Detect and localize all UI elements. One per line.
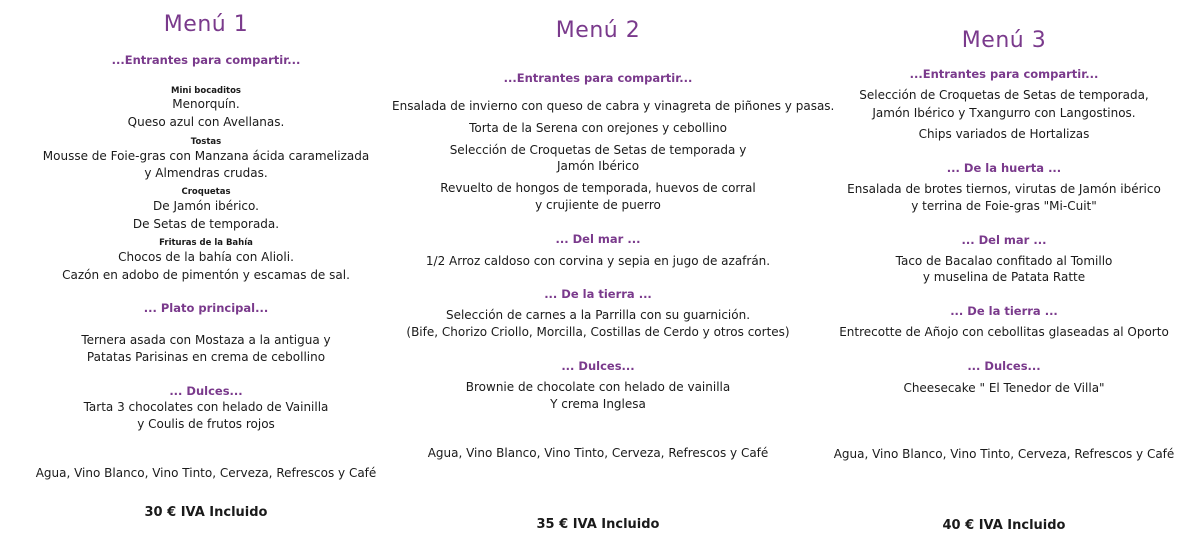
menu-1-croquetas-heading: Croquetas: [181, 187, 231, 197]
menu-3-dulces-item: Cheesecake " El Tenedor de Villa": [903, 381, 1105, 395]
menu-2-entrante-item: Ensalada de invierno con queso de cabra y vinagreta de piñones y pasas.: [392, 99, 835, 113]
menu-1-plato-heading: ... Plato principal...: [143, 301, 269, 315]
menu-2-tierra-heading: ... De la tierra ...: [544, 287, 652, 301]
menu-3-mar-heading: ... Del mar ...: [961, 233, 1047, 247]
menu-3-entrantes-heading: ...Entrantes para compartir...: [909, 67, 1099, 81]
menu-2-dulces-item: Brownie de chocolate con helado de vainilla: [465, 380, 731, 394]
menu-1-tostas-item: y Almendras crudas.: [144, 166, 268, 180]
menu-1-entrantes-heading: ...Entrantes para compartir...: [111, 53, 301, 67]
menu-1-croquetas-item: De Jamón ibérico.: [153, 199, 259, 213]
menu-2-dulces-item: Y crema Inglesa: [550, 397, 646, 411]
menu-1-title: Menú 1: [163, 12, 249, 37]
menu-1-plato-item: Ternera asada con Mostaza a la antigua y: [81, 333, 331, 347]
menu-3-entrante-item: Jamón Ibérico y Txangurro con Langostinos.: [872, 106, 1136, 120]
menu-3-entrante-item: Selección de Croquetas de Setas de temporada,: [859, 88, 1149, 102]
menu-2-column: [392, 0, 835, 545]
menu-3-huerta-item: Ensalada de brotes tiernos, virutas de Jamón ibérico: [847, 182, 1161, 196]
menu-1-dulces-item: y Coulis de frutos rojos: [137, 417, 275, 431]
menu-1-frituras-item: Chocos de la bahía con Alioli.: [118, 250, 294, 264]
menu-1-bebidas: Agua, Vino Blanco, Vino Tinto, Cerveza, Refrescos y Café: [35, 466, 377, 480]
menu-3-mar-item: Taco de Bacalao confitado al Tomillo: [895, 254, 1113, 268]
menu-1-tostas-heading: Tostas: [190, 137, 222, 147]
menu-2-entrante-item: y crujiente de puerro: [535, 198, 661, 212]
menu-3-column: [798, 0, 1184, 545]
menu-2-mar-item: 1/2 Arroz caldoso con corvina y sepia en jugo de azafrán.: [425, 254, 771, 268]
menu-1-plato-item: Patatas Parisinas en crema de cebollino: [86, 350, 326, 364]
menu-2-entrante-item: Torta de la Serena con orejones y cebollino: [469, 121, 727, 135]
menu-1-price: 30 € IVA Incluido: [144, 505, 268, 520]
menu-1-frituras-item: Cazón en adobo de pimentón y escamas de sal.: [62, 268, 350, 282]
menu-3-huerta-item: y terrina de Foie-gras "Mi-Cuit": [911, 199, 1097, 213]
menu-1-mini-item: Menorquín.: [172, 97, 240, 111]
menu-3-title: Menú 3: [961, 28, 1047, 53]
menu-2-entrantes-heading: ...Entrantes para compartir...: [503, 71, 693, 85]
menu-3-bebidas: Agua, Vino Blanco, Vino Tinto, Cerveza, Refrescos y Café: [833, 447, 1175, 461]
menu-3-mar-item: y muselina de Patata Ratte: [922, 270, 1086, 284]
menu-1-tostas-item: Mousse de Foie-gras con Manzana ácida caramelizada: [42, 149, 370, 163]
menu-1-column: [0, 0, 412, 545]
menu-3-tierra-heading: ... De la tierra ...: [950, 304, 1058, 318]
menu-2-price: 35 € IVA Incluido: [536, 517, 660, 532]
menu-3-entrante-item: Chips variados de Hortalizas: [918, 127, 1090, 141]
menu-3-tierra-item: Entrecotte de Añojo con cebollitas glaseadas al Oporto: [839, 325, 1169, 339]
menu-1-mini-heading: Mini bocaditos: [171, 86, 241, 96]
menu-2-title: Menú 2: [555, 18, 641, 43]
menu-2-tierra-item: (Bife, Chorizo Criollo, Morcilla, Costillas de Cerdo y otros cortes): [406, 325, 790, 339]
menu-2-entrante-item: Selección de Croquetas de Setas de temporada y: [449, 143, 747, 157]
menu-3-huerta-heading: ... De la huerta ...: [946, 161, 1062, 175]
menu-2-dulces-heading: ... Dulces...: [561, 359, 635, 373]
menu-2-entrante-item: Revuelto de hongos de temporada, huevos de corral: [440, 181, 756, 195]
menu-2-tierra-item: Selección de carnes a la Parrilla con su guarnición.: [445, 308, 751, 322]
menu-1-mini-item: Queso azul con Avellanas.: [127, 115, 285, 129]
menu-2-bebidas: Agua, Vino Blanco, Vino Tinto, Cerveza, Refrescos y Café: [427, 446, 769, 460]
menu-2-mar-heading: ... Del mar ...: [555, 232, 641, 246]
menu-1-dulces-heading: ... Dulces...: [169, 384, 243, 398]
menu-2-entrante-item: Jamón Ibérico: [556, 159, 640, 173]
menu-3-dulces-heading: ... Dulces...: [967, 359, 1041, 373]
menu-1-croquetas-item: De Setas de temporada.: [132, 217, 280, 231]
menu-3-price: 40 € IVA Incluido: [942, 518, 1066, 533]
menu-1-dulces-item: Tarta 3 chocolates con helado de Vainilla: [83, 400, 329, 414]
menu-1-frituras-heading: Frituras de la Bahía: [159, 238, 253, 248]
